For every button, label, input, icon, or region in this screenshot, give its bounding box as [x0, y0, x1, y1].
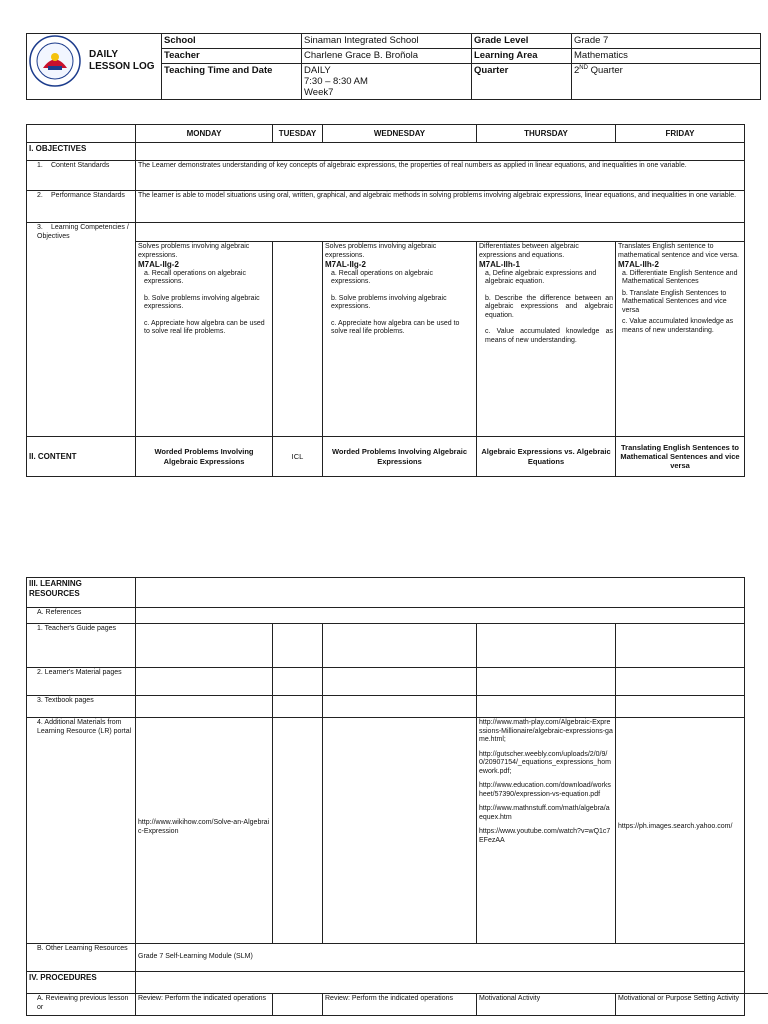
additional-materials-label: 4. Additional Materials from Learning Resource (LR) portal: [27, 718, 136, 944]
friday-marker-c: c.: [622, 318, 628, 326]
procedure-a-thursday: Motivational Activity: [477, 994, 616, 1016]
tb-friday: [616, 696, 745, 718]
monday-text-b: Solve problems involving algebraic expressions.: [144, 294, 260, 311]
monday-text-c: Appreciate how algebra can be used to solve real life problems.: [144, 319, 265, 336]
time-line1: DAILY: [304, 65, 331, 76]
references-label: A. References: [27, 608, 136, 624]
content-monday: Worded Problems Involving Algebraic Expressions: [136, 437, 273, 477]
doc-title-line1: DAILY: [89, 49, 119, 60]
tb-tuesday: [273, 696, 323, 718]
wednesday-text-a: Recall operations on algebraic expressions.: [331, 269, 433, 286]
wednesday-marker-c: c.: [331, 319, 337, 327]
tg-thursday: [477, 624, 616, 668]
competencies-spacer: [136, 223, 745, 242]
day-wednesday: WEDNESDAY: [323, 125, 477, 143]
thursday-text-c: Value accumulated knowledge as means of new understanding.: [485, 328, 613, 344]
friday-text-c: Value accumulated knowledge as means of new understanding.: [622, 318, 734, 334]
friday-marker-a: a.: [622, 269, 628, 277]
content-wednesday: Worded Problems Involving Algebraic Expressions: [323, 437, 477, 477]
other-margin: [745, 944, 768, 972]
monday-text-a: Recall operations on algebraic expressions.: [144, 269, 246, 286]
day-friday: FRIDAY: [616, 125, 745, 143]
thursday-link-4[interactable]: http://www.mathnstuff.com/math/algebra/aequex.htm: [479, 805, 610, 821]
friday-objective-a: [622, 270, 742, 287]
friday-marker-b: b.: [622, 289, 628, 297]
additional-friday: [616, 718, 745, 944]
quarter-value: [572, 64, 761, 100]
procedure-a-wednesday: Review: Perform the indicated operations: [323, 994, 477, 1016]
wednesday-marker-a: a.: [331, 269, 337, 277]
quarter-text: Quarter: [587, 65, 623, 77]
doc-title: [89, 49, 155, 73]
resources-section-blank: [136, 578, 745, 608]
grade-label: Grade Level: [472, 34, 572, 49]
friday-objectives: [616, 242, 745, 437]
resources-table: [26, 577, 768, 1016]
lm-tuesday: [273, 668, 323, 696]
monday-objective-b: [144, 295, 270, 312]
deped-seal-logo: [29, 35, 81, 87]
day-thursday: THURSDAY: [477, 125, 616, 143]
additional-monday: [136, 718, 273, 944]
tg-monday: [136, 624, 273, 668]
content-section-label: II. CONTENT: [27, 437, 136, 477]
competencies-text-label: Learning Competencies / Objectives: [37, 224, 129, 240]
quarter-label: Quarter: [472, 64, 572, 100]
tb-wednesday: [323, 696, 477, 718]
monday-marker-b: b.: [144, 294, 150, 302]
friday-objective-list: [618, 270, 742, 336]
performance-standards-label: [27, 191, 136, 223]
thursday-objective-intro: Differentiates between algebraic expressions and equations.: [479, 243, 579, 259]
grade-value: Grade 7: [572, 34, 761, 49]
teacher-label: Teacher: [162, 49, 302, 64]
performance-text-label: Performance Standards: [51, 192, 125, 199]
references-blank: [136, 608, 745, 624]
school-label: School: [162, 34, 302, 49]
thursday-objectives: [477, 242, 616, 437]
procedure-a-tuesday: [273, 994, 323, 1016]
objectives-section-label: I. OBJECTIVES: [27, 143, 136, 161]
wednesday-objectives: [323, 242, 477, 437]
tg-wednesday: [323, 624, 477, 668]
additional-margin: [745, 718, 768, 944]
friday-text-b: Translate English Sentences to Mathematical Sentences and vice versa: [622, 289, 727, 314]
wednesday-text-c: Appreciate how algebra can be used to solve real life problems.: [331, 319, 460, 336]
friday-objective-c: [622, 318, 742, 335]
content-thursday: Algebraic Expressions vs. Algebraic Equations: [477, 437, 616, 477]
additional-tuesday: [273, 718, 323, 944]
monday-objective-a: [144, 270, 270, 287]
objectives-table: [26, 124, 745, 477]
quarter-sup: ND: [579, 65, 588, 71]
content-standards-num: 1.: [37, 162, 43, 169]
procedure-a-margin: [745, 994, 768, 1016]
day-tuesday: TUESDAY: [273, 125, 323, 143]
content-standards-text-label: Content Standards: [51, 162, 110, 169]
monday-objectives: [136, 242, 273, 437]
time-line2: 7:30 – 8:30 AM: [304, 76, 368, 87]
wednesday-objective-intro: Solves problems involving algebraic expressions.: [325, 243, 437, 259]
wednesday-objective-b: [331, 295, 474, 312]
thursday-marker-a: a,: [485, 269, 491, 277]
friday-competency-code: M7AL-IIh-2: [618, 260, 659, 270]
monday-objective-c: [144, 320, 270, 337]
friday-text-a: Differentiate English Sentence and Mathematical Sentences: [622, 269, 738, 286]
tg-margin: [745, 624, 768, 668]
content-standards-text: The Learner demonstrates understanding of key concepts of algebraic expressions, the properties of real numbers as applied in linear equations, and inequalities in one variable.: [136, 161, 745, 191]
friday-objective-intro: Translates English sentence to mathematical sentence and vice versa.: [618, 243, 740, 259]
other-resources-text: Grade 7 Self-Learning Module (SLM): [136, 944, 745, 972]
procedures-section-blank: [136, 972, 745, 994]
lm-friday: [616, 668, 745, 696]
competencies-label: [27, 223, 136, 437]
resources-section-label: III. LEARNING RESOURCES: [27, 578, 136, 608]
lm-margin: [745, 668, 768, 696]
area-label: Learning Area: [472, 49, 572, 64]
tg-friday: [616, 624, 745, 668]
monday-link[interactable]: http://www.wikihow.com/Solve-an-Algebraic-Expression: [138, 818, 270, 835]
resources-margin: [745, 578, 768, 608]
performance-num: 2.: [37, 192, 43, 199]
thursday-competency-code: M7AL-IIh-1: [479, 260, 520, 270]
thursday-marker-c: c.: [485, 328, 491, 336]
thursday-link-5[interactable]: https://www.youtube.com/watch?v=wQ1c7EFezAA: [479, 828, 611, 844]
references-margin: [745, 608, 768, 624]
objectives-section-blank: [136, 143, 745, 161]
content-friday: Translating English Sentences to Mathematical Sentences and vice versa: [616, 437, 745, 477]
lm-pages-label: 2. Learner's Material pages: [27, 668, 136, 696]
tuesday-objectives: [273, 242, 323, 437]
wednesday-objective-a: [331, 270, 474, 287]
header-table: [26, 33, 761, 100]
thursday-objective-c: [485, 328, 613, 345]
procedures-section-label: IV. PROCEDURES: [27, 972, 136, 994]
area-value: Mathematics: [572, 49, 761, 64]
thursday-marker-b: b.: [485, 294, 491, 302]
additional-wednesday: [323, 718, 477, 944]
doc-title-line2: LESSON LOG: [89, 61, 155, 72]
school-value: Sinaman Integrated School: [302, 34, 472, 49]
time-value: [302, 64, 472, 100]
tb-thursday: [477, 696, 616, 718]
friday-link[interactable]: https://ph.images.search.yahoo.com/: [618, 823, 733, 831]
teacher-value: Charlene Grace B. Broñola: [302, 49, 472, 64]
other-resources-label: B. Other Learning Resources: [27, 944, 136, 972]
procedures-margin: [745, 972, 768, 994]
wednesday-competency-code: M7AL-IIg-2: [325, 260, 366, 270]
procedure-a-label: A. Reviewing previous lesson or: [27, 994, 136, 1016]
time-label: Teaching Time and Date: [162, 64, 302, 100]
thursday-text-a: Define algebraic expressions and algebraic equation.: [485, 269, 597, 286]
lm-thursday: [477, 668, 616, 696]
procedure-a-monday: Review: Perform the indicated operations: [136, 994, 273, 1016]
lm-wednesday: [323, 668, 477, 696]
time-line3: Week7: [304, 87, 334, 98]
day-monday: MONDAY: [136, 125, 273, 143]
wednesday-objective-list: [325, 270, 474, 337]
tb-monday: [136, 696, 273, 718]
thursday-link-2[interactable]: http://gutscher.weebly.com/uploads/2/0/9/0/20907154/_equations_expressions_homework.pdf;: [479, 750, 611, 775]
wednesday-text-b: Solve problems involving algebraic expressions.: [331, 294, 447, 311]
additional-thursday: [477, 718, 616, 944]
content-tuesday: ICL: [273, 437, 323, 477]
textbook-pages-label: 3. Textbook pages: [27, 696, 136, 718]
thursday-text-b: Describe the difference between an algebraic expressions and algebraic equation.: [485, 294, 614, 319]
wednesday-objective-c: [331, 320, 474, 337]
friday-objective-b: [622, 290, 742, 316]
lm-monday: [136, 668, 273, 696]
tb-margin: [745, 696, 768, 718]
wednesday-marker-b: b.: [331, 294, 337, 302]
tg-tuesday: [273, 624, 323, 668]
monday-objective-list: [138, 270, 270, 337]
quarter-num: 2: [574, 65, 580, 77]
monday-objective-intro: Solves problems involving algebraic expressions.: [138, 243, 250, 259]
competencies-num: 3.: [37, 224, 43, 231]
monday-competency-code: M7AL-IIg-2: [138, 260, 179, 270]
procedure-a-friday: Motivational or Purpose Setting Activity: [616, 994, 745, 1016]
monday-marker-c: c.: [144, 319, 150, 327]
thursday-objective-b: [485, 295, 613, 321]
thursday-objective-list: [479, 270, 613, 346]
thursday-objective-a: [485, 270, 613, 287]
logo-cell: [27, 34, 162, 100]
content-standards-label: [27, 161, 136, 191]
thursday-link-1[interactable]: http://www.math-play.com/Algebraic-Expressions-Millionaire/algebraic-expressions-game.html;: [479, 719, 613, 744]
performance-standards-text: The learner is able to model situations using oral, written, graphical, and algebraic methods in solving problems involving algebraic expressions, linear equations, and inequalities in one variable.: [136, 191, 745, 223]
tg-pages-label: 1. Teacher's Guide pages: [27, 624, 136, 668]
thursday-link-3[interactable]: http://www.education.com/download/worksheet/57390/expression-vs-equation.pdf: [479, 782, 611, 798]
monday-marker-a: a.: [144, 269, 150, 277]
corner-cell: [27, 125, 136, 143]
